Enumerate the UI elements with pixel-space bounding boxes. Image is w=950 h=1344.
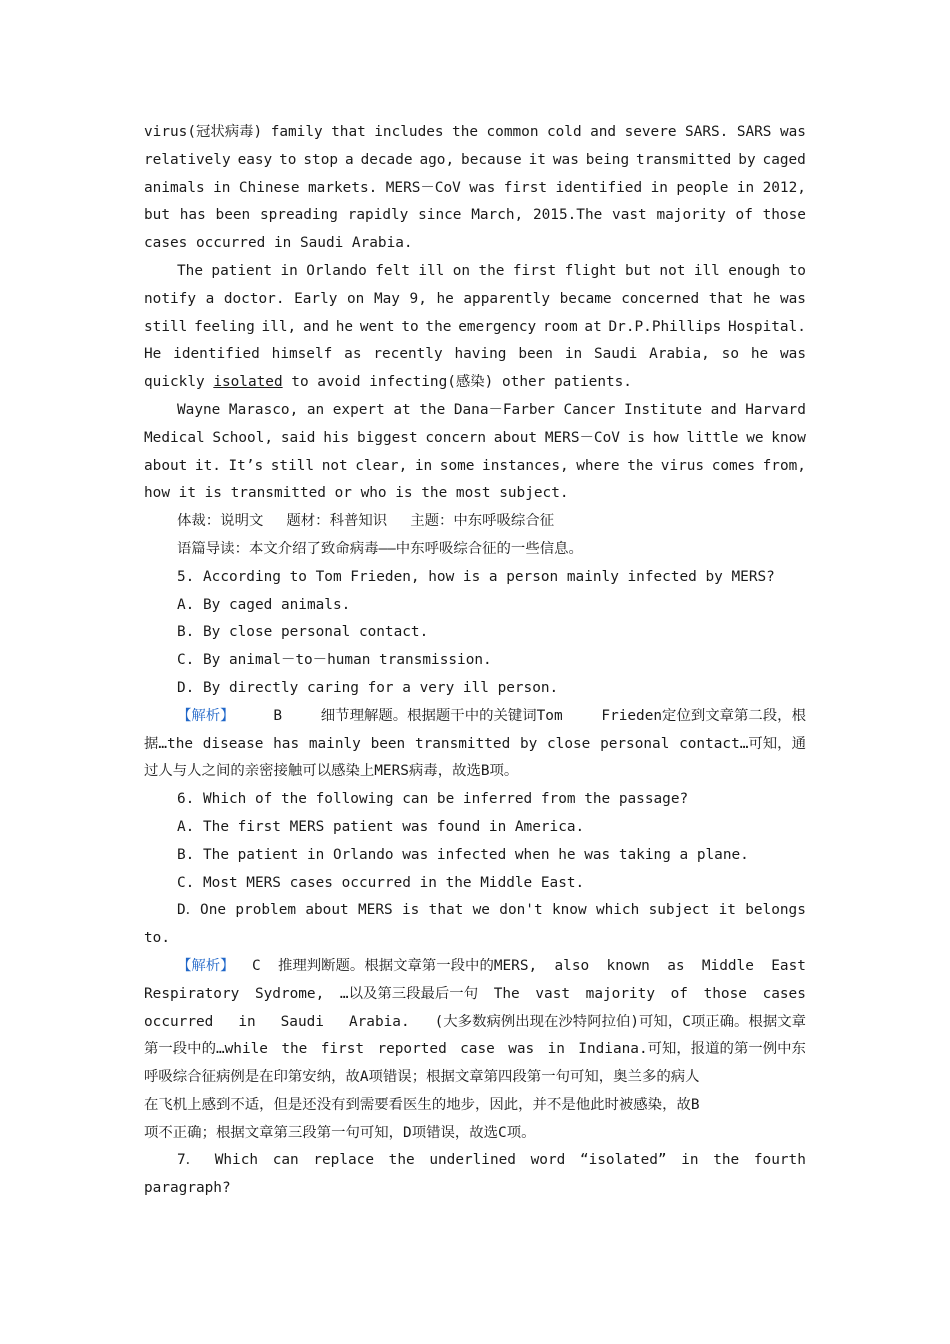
word: in [414, 457, 433, 474]
word: was [779, 124, 806, 140]
word: still [144, 318, 188, 335]
word: majority [585, 985, 655, 1002]
word: of [670, 985, 688, 1002]
word: transmitted [636, 151, 732, 168]
analysis-line [144, 703, 806, 731]
word: doctor. [223, 290, 285, 307]
word: MERS－CoV [544, 429, 620, 446]
question-stem: 6. Which of the following can be inferred from the passage? [177, 791, 689, 808]
word: he [436, 290, 454, 307]
word: but [144, 207, 170, 224]
word: in [736, 179, 755, 196]
word: been [370, 735, 406, 752]
word: and [710, 401, 737, 418]
word: ill, [261, 318, 297, 335]
word: at [393, 401, 411, 418]
word: not [659, 262, 686, 279]
text-line [144, 286, 806, 314]
word: Institute [624, 401, 703, 418]
analysis-line [144, 1064, 806, 1092]
word: about [144, 457, 188, 474]
word: about [493, 429, 538, 446]
word: concern [425, 429, 487, 446]
word: family [270, 124, 323, 140]
word: we [746, 429, 764, 446]
word: apparently [463, 290, 551, 307]
word: underlined [429, 1152, 516, 1169]
word: Arabia, [649, 346, 710, 363]
word: being [585, 151, 630, 168]
word: that [331, 124, 366, 140]
word: the [388, 1152, 415, 1169]
word: Early [294, 290, 338, 307]
text-segment: to avoid infecting(感染) other patients. [282, 374, 632, 391]
word: not [321, 457, 348, 474]
analysis-line [144, 953, 806, 981]
word: cases [762, 985, 806, 1002]
word: 细节理解题。根据题干中的关键词Tom [320, 707, 563, 724]
word: reported [377, 1041, 447, 1058]
paragraph-3 [144, 397, 806, 508]
word: Dr.P.Phillips [608, 318, 722, 335]
word: transmitted [414, 735, 511, 752]
word: first [320, 1041, 365, 1058]
word: spreading [259, 207, 338, 224]
word: felt [375, 262, 410, 279]
paragraph-1 [144, 119, 806, 258]
word: SARS [736, 124, 772, 140]
word: by [519, 735, 538, 752]
option-a: A. The first MERS patient was found in America. [177, 818, 585, 835]
question-6 [144, 786, 806, 1147]
word: “isolated” [579, 1152, 667, 1169]
word: disease [202, 735, 264, 752]
word: identified [555, 179, 643, 196]
word: Cancer [563, 401, 616, 418]
word: caged [762, 151, 806, 168]
word: known [606, 957, 650, 974]
text-segment: quickly [144, 374, 214, 391]
word: was [552, 151, 579, 168]
word: know [551, 902, 587, 919]
word: so [721, 346, 739, 363]
option-c: C. Most MERS cases occurred in the Middle East. [177, 874, 585, 891]
word: Frieden定位到文章第二段，根 [601, 707, 806, 724]
word: the [425, 318, 452, 335]
word: May [373, 290, 400, 307]
word: it [718, 902, 736, 919]
word: that [428, 902, 464, 919]
word: by [738, 151, 756, 168]
word: rapidly [347, 207, 409, 224]
word: became [559, 290, 612, 307]
word: 在飞机上感到不适，但是还没有到需要看医生的地步，因此，并不是他此时被感染，故B [144, 1096, 700, 1113]
word: case [460, 1041, 495, 1058]
word: common [486, 124, 539, 140]
word: 7． [177, 1152, 201, 1169]
word: It’s [228, 457, 264, 474]
word: ill [418, 262, 445, 279]
word: has [179, 207, 206, 224]
word: from, [762, 457, 806, 474]
analysis-line [144, 981, 806, 1009]
word: to [279, 151, 297, 168]
word: severe [624, 124, 677, 140]
word: but [625, 262, 651, 279]
word: know [771, 429, 806, 446]
word: in [547, 1041, 565, 1058]
word: close [547, 735, 591, 752]
word: Hospital. [727, 318, 806, 335]
word: 据…the [144, 735, 194, 752]
word: comes [711, 457, 756, 474]
word: relatively [144, 151, 231, 168]
word: Marasco, [228, 401, 299, 418]
word: Sydrome, [254, 985, 325, 1002]
word: biggest [356, 429, 418, 446]
word: C [251, 957, 261, 974]
word: East [771, 957, 806, 974]
word: Dana－Farber [453, 401, 555, 418]
question-stem: 5. According to Tom Frieden, how is a person mainly infected by MERS? [177, 568, 775, 585]
word: word [530, 1152, 566, 1169]
underlined-word: isolated [213, 374, 283, 391]
word: in [280, 262, 298, 279]
word: Indiana.可知，报道的第一例中东 [578, 1041, 806, 1058]
word: which [595, 902, 640, 919]
word: mainly [308, 735, 361, 752]
word: was [779, 290, 806, 307]
word: that [708, 290, 744, 307]
word: Harvard [745, 401, 806, 418]
word: in [238, 1013, 256, 1030]
question-stem [144, 1147, 806, 1175]
word: stop [303, 151, 339, 168]
word: how [652, 429, 679, 446]
guide-line: 语篇导读：本文介绍了致命病毒——中东呼吸综合征的一些信息。 [177, 540, 583, 557]
word: 推理判断题。根据文章第一段中的MERS, [277, 957, 538, 974]
word: those [762, 207, 806, 224]
word: at [584, 318, 602, 335]
word: it. [194, 457, 221, 474]
word: SARS. [685, 124, 729, 140]
analysis-tag: 【解析】 [177, 707, 235, 724]
text-line [144, 369, 806, 397]
word: Orlando [306, 262, 367, 279]
word: Medical [144, 429, 205, 446]
word: on [347, 290, 365, 307]
word: 2015.The [532, 207, 603, 224]
word: as [344, 346, 362, 363]
analysis-line: 过人与人之间的亲密接触可以感染上MERS病毒，故选B项。 [144, 763, 519, 780]
word: fourth [753, 1152, 806, 1169]
word: March, [471, 207, 524, 224]
analysis-tag: 【解析】 [177, 957, 235, 974]
word: personal [600, 735, 670, 752]
genre-line: 体裁：说明文 题材：科普知识 主题：中东呼吸综合征 [177, 513, 555, 530]
word: room [542, 318, 578, 335]
text-line: cases occurred in Saudi Arabia. [144, 235, 413, 252]
word: still [270, 457, 315, 474]
word: in [681, 1152, 699, 1169]
word: since [418, 207, 462, 224]
word: expert [332, 401, 385, 418]
word: he [753, 290, 771, 307]
text-line [144, 397, 806, 425]
analysis-line [144, 1092, 806, 1120]
word: 2012, [762, 179, 806, 196]
word: MERS－CoV [385, 179, 461, 196]
word: don't [499, 902, 543, 919]
word: ago, [419, 151, 455, 168]
word: B [273, 707, 283, 724]
word: to [788, 262, 806, 279]
analysis-line [144, 731, 806, 759]
word: himself [271, 346, 333, 363]
question-5 [144, 564, 806, 786]
word: recently [373, 346, 443, 363]
text-line [144, 425, 806, 453]
word: majority [656, 207, 726, 224]
text-line [144, 119, 806, 147]
word: cold [546, 124, 582, 140]
word: replace [313, 1152, 375, 1169]
word: been [518, 346, 553, 363]
word: Respiratory [144, 985, 240, 1002]
option-d: D. By directly caring for a very ill person. [177, 679, 559, 696]
text-line [144, 147, 806, 175]
word: The [493, 985, 520, 1002]
word: Saudi [593, 346, 638, 363]
word: feeling [194, 318, 255, 335]
word: little [686, 429, 739, 446]
option-b: B. The patient in Orlando was infected when he was taking a plane. [177, 846, 749, 863]
analysis-line [144, 1036, 806, 1064]
word: ill [693, 262, 720, 279]
text-line [144, 175, 806, 203]
word: …以及第三段最后一句 [339, 985, 479, 1002]
option-d [144, 897, 806, 925]
word: belongs [745, 902, 806, 919]
question-stem-continued: paragraph? [144, 1180, 231, 1197]
word: 9, [409, 290, 427, 307]
word: he [750, 346, 769, 363]
word: is [627, 429, 645, 446]
word: D．One [177, 902, 227, 919]
word: virus(冠状病毒) [144, 124, 263, 140]
word: first [503, 179, 548, 196]
word: and [302, 318, 329, 335]
text-line [144, 258, 806, 286]
word: about [305, 902, 349, 919]
word: has [273, 735, 300, 752]
word: subject [648, 902, 710, 919]
word: because [461, 151, 522, 168]
word: first [512, 262, 557, 279]
word: decade [360, 151, 413, 168]
word: the [452, 124, 479, 140]
text-line: how it is transmitted or who is the most subject. [144, 485, 569, 502]
word: animals [144, 179, 205, 196]
word: Saudi [280, 1013, 324, 1030]
word: having [454, 346, 507, 363]
word: patient [211, 262, 273, 279]
word: easy [237, 151, 273, 168]
word: went [359, 318, 395, 335]
word: MERS [358, 902, 393, 919]
text-line [144, 314, 806, 342]
word: vast [612, 207, 647, 224]
word: in [213, 179, 231, 196]
word: the [713, 1152, 740, 1169]
word: as [667, 957, 685, 974]
text-line [144, 202, 806, 230]
word: Middle [701, 957, 754, 974]
word: his [323, 429, 350, 446]
word: was [469, 179, 496, 196]
analysis-line: 项不正确；根据文章第三段第一句可知，D项错误，故选C项。 [144, 1124, 536, 1141]
word: vast [535, 985, 571, 1002]
word: contact…可知，通 [679, 735, 806, 752]
word: a [344, 151, 354, 168]
word: was [780, 346, 806, 363]
option-c: C. By animal－to－human transmission. [177, 652, 492, 669]
word: identified [173, 346, 260, 363]
word: 呼吸综合征病例是在印第安纳，故A项错误；根据文章第四段第一句可知，奥兰多的病人 [144, 1069, 700, 1086]
word: in [564, 346, 583, 363]
word: markets. [308, 179, 378, 196]
word: concerned [621, 290, 700, 307]
analysis-line [144, 1009, 806, 1037]
word: to [401, 318, 419, 335]
word: some [439, 457, 475, 474]
word: flight [564, 262, 617, 279]
option-b: B. By close personal contact. [177, 624, 429, 641]
word: been [215, 207, 251, 224]
word: includes [374, 124, 444, 140]
paragraph-2 [144, 258, 806, 397]
word: clear, [355, 457, 408, 474]
word: it [528, 151, 546, 168]
word: he [335, 318, 354, 335]
word: School, [212, 429, 274, 446]
word: (大多数病例出现在沙特阿拉伯)可知，C项正确。根据文章 [434, 1013, 806, 1030]
word: Wayne [177, 401, 221, 418]
word: the [478, 262, 505, 279]
word: people [676, 179, 729, 196]
word: problem [235, 902, 297, 919]
text-line [144, 453, 806, 481]
word: enough [728, 262, 781, 279]
word: 第一段中的…while [144, 1041, 268, 1058]
word: the [419, 401, 446, 418]
question-7 [144, 1147, 806, 1203]
word: said [280, 429, 316, 446]
word: those [703, 985, 747, 1002]
word: Arabia. [348, 1013, 410, 1030]
word: where [576, 457, 620, 474]
word: the [627, 457, 654, 474]
word: was [508, 1041, 535, 1058]
word: an [306, 401, 325, 418]
word: we [472, 902, 490, 919]
word: the [281, 1041, 308, 1058]
text-line [144, 341, 806, 369]
option-d-continued: to. [144, 930, 170, 947]
word: emergency [458, 318, 537, 335]
word: in [650, 179, 668, 196]
word: and [590, 124, 617, 140]
word: also [554, 957, 590, 974]
word: a [205, 290, 215, 307]
word: occurred [144, 1013, 214, 1030]
option-a: A. By caged animals. [177, 596, 351, 613]
word: Which [214, 1152, 259, 1169]
word: of [735, 207, 753, 224]
word: is [402, 902, 420, 919]
word: virus [660, 457, 705, 474]
word: instances, [482, 457, 569, 474]
word: He [144, 346, 162, 363]
word: on [452, 262, 471, 279]
word: The [177, 262, 203, 279]
word: Chinese [238, 179, 300, 196]
word: can [272, 1152, 299, 1169]
word: notify [144, 290, 196, 307]
document-page [144, 119, 806, 1203]
